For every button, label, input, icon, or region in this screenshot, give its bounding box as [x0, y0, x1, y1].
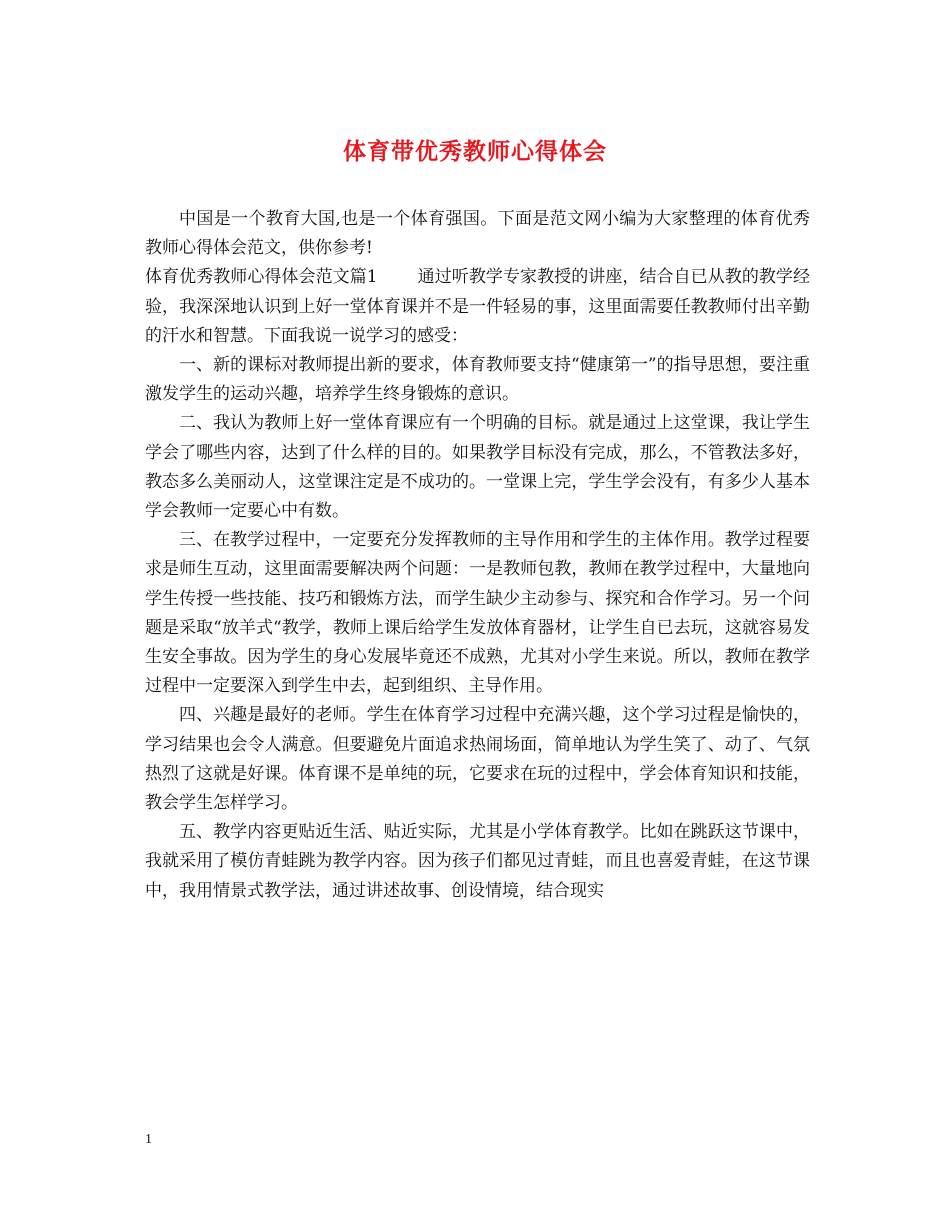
section-heading: 体育优秀教师心得体会范文篇1	[145, 267, 378, 288]
paragraph-1: 一、新的课标对教师提出新的要求，体育教师要支持“健康第一”的指导思想，要注重激发学生的运动兴趣，培养学生终身锻炼的意识。	[145, 355, 810, 405]
paragraph-2: 二、我认为教师上好一堂体育课应有一个明确的目标。就是通过上这堂课，我让学生学会了哪些内容，达到了什么样的目的。如果教学目标没有完成，那么，不管教法多好，教态多么美丽动人，这堂课注定是不成功的。一堂课上完，学生学会没有，有多少人基本学会教师一定要心中有数。	[145, 413, 810, 522]
paragraph-3: 三、在教学过程中，一定要充分发挥教师的主导作用和学生的主体作用。教学过程要求是师生互动，这里面需要解决两个问题：一是教师包教，教师在教学过程中，大量地向学生传授一些技能、技巧和锻炼方法，而学生缺少主动参与、探究和合作学习。另一个问题是采取“放羊式“教学，教师上课后给学生发放体育器材，让学生自已去玩，这就容易发生安全事故。因为学生的身心发展毕竟还不成熟，尤其对小学生来说。所以，教师在教学过程中一定要深入到学生中去，起到组织、主导作用。	[145, 530, 810, 697]
section-lead: 通过听教学专家教授的讲座，结合自已从教的教学经验，我深深地认识到上好一堂体育课并不是一件轻易的事，这里面需要任教教师付出辛勤的汗水和智慧。下面我说一说学习的感受：	[145, 267, 810, 346]
paragraph-5: 五、教学内容更贴近生活、贴近实际，尤其是小学体育教学。比如在跳跃这节课中，我就采用了模仿青蛙跳为教学内容。因为孩子们都见过青蛙，而且也喜爱青蛙，在这节课中，我用情景式教学法，通过讲述故事、创设情境，结合现实	[145, 822, 810, 901]
page-number: 1	[145, 1132, 152, 1147]
document-title: 体育带优秀教师心得体会	[343, 138, 607, 165]
intro-paragraph: 中国是一个教育大国,也是一个体育强国。下面是范文网小编为大家整理的体育优秀教师心得体会范文，供你参考!	[145, 209, 810, 259]
document-body	[145, 205, 810, 906]
section-paragraph	[145, 263, 810, 351]
paragraph-4: 四、兴趣是最好的老师。学生在体育学习过程中充满兴趣，这个学习过程是愉快的，学习结果也会令人满意。但要避免片面追求热闹场面，简单地认为学生笑了、动了、气氛热烈了这就是好课。体育课不是单纯的玩，它要求在玩的过程中，学会体育知识和技能，教会学生怎样学习。	[145, 705, 810, 814]
